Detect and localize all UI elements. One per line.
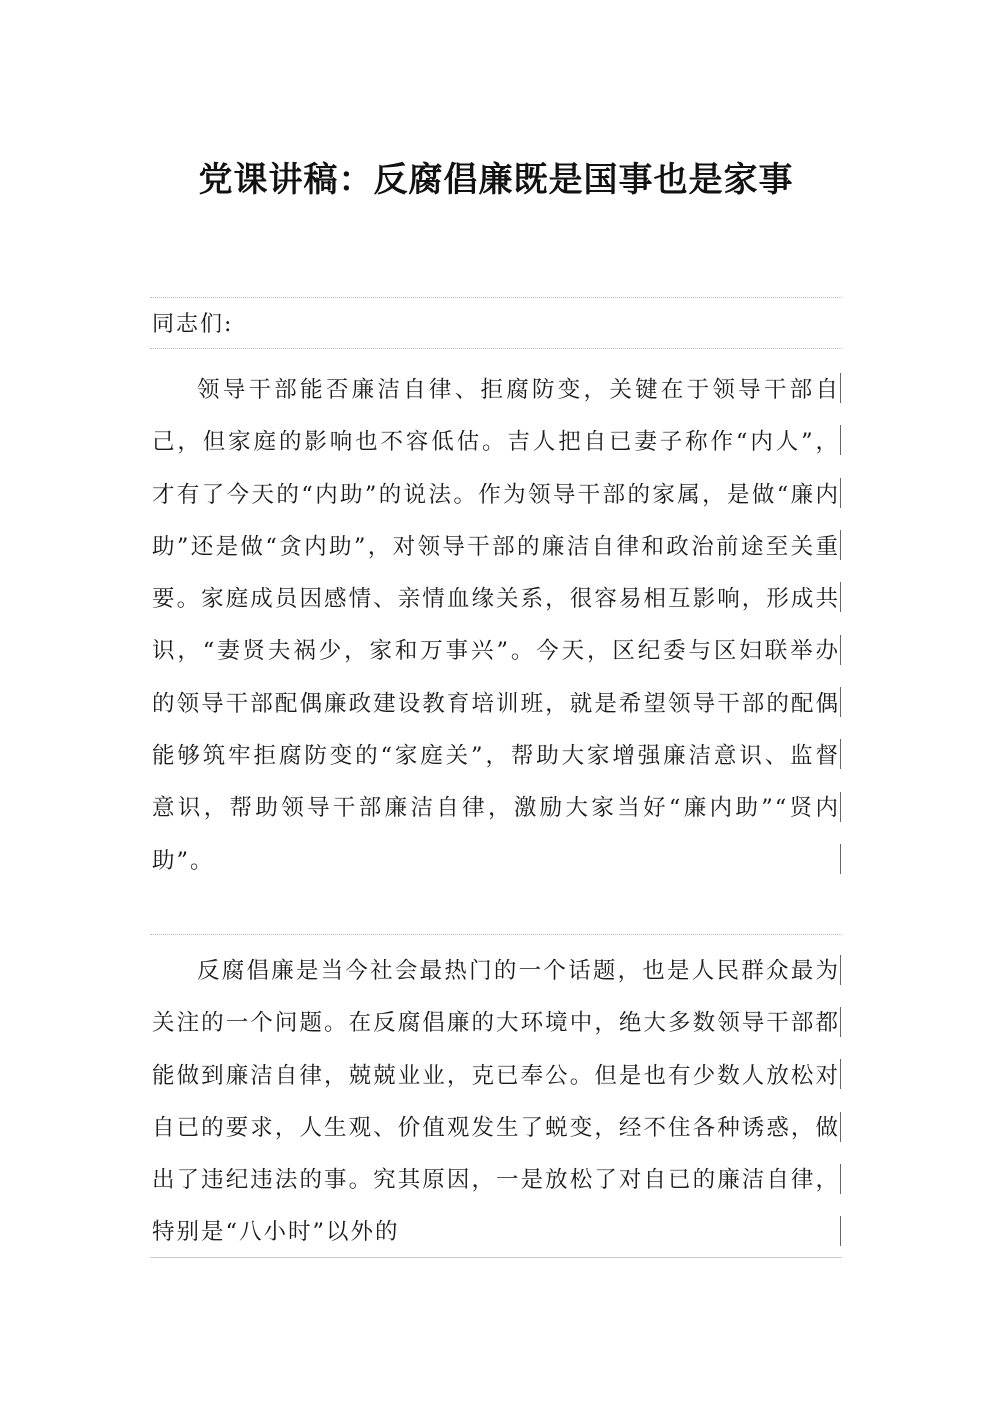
- divider: [150, 934, 842, 935]
- divider: [150, 348, 842, 349]
- document-title: 党课讲稿：反腐倡廉既是国事也是家事: [198, 160, 794, 200]
- divider: [150, 297, 842, 298]
- salutation: 同志们:: [152, 312, 234, 337]
- divider: [150, 1257, 842, 1258]
- paragraph-2: 反腐倡廉是当今社会最热门的一个话题，也是人民群众最为关注的一个问题。在反腐倡廉的大环境中，绝大多数领导干部都能做到廉洁自律，兢兢业业，克已奉公。但是也有少数人放松对自已的要求，人生观、价值观发生了蜕变，经不住各种诱惑，做出了违纪违法的事。究其原因，一是放松了对自已的廉洁自律，特别是“八小时”以外的: [152, 958, 840, 1246]
- paragraph-1: 领导干部能否廉洁自律、拒腐防变，关键在于领导干部自己，但家庭的影响也不容低估。吉人把自已妻子称作“内人”，才有了今天的“内助”的说法。作为领导干部的家属，是做“廉内助”还是做“贪内助”，对领导干部的廉洁自律和政治前途至关重要。家庭成员因感情、亲情血缘关系，很容易相互影响，形成共识，“妻贤夫祸少，家和万事兴”。今天，区纪委与区妇联举办的领导干部配偶廉政建设教育培训班，就是希望领导干部的配偶能够筑牢拒腐防变的“家庭关”，帮助大家增强廉洁意识、监督意识，帮助领导干部廉洁自律，激励大家当好“廉内助”“贤内助”。: [152, 377, 840, 874]
- line-end-marks: [840, 0, 842, 1403]
